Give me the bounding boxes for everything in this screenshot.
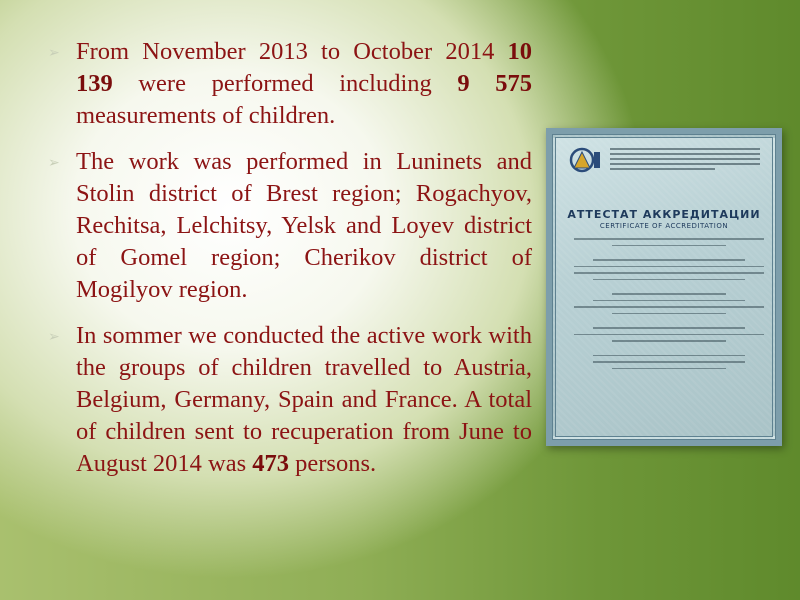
certificate-title: АТТЕСТАТ АККРЕДИТАЦИИ [567, 208, 761, 221]
certificate-logo-icon [568, 146, 602, 174]
bullet-text: From November 2013 to October 2014 10 139 were performed including 9 575 measurements of children. [76, 38, 533, 129]
certificate-paper [552, 134, 776, 440]
bullet-text: In sommer we conducted the active work with the groups of children travelled to Austria, Belgium, Germany, Spain and France. A total of children sent to recuperation from June to August 2014 was 473 persons. [76, 322, 532, 477]
bullet-measurements [48, 36, 532, 132]
bullet-text: The work was performed in Luninets and Stolin district of Brest region; Rogachyov, Rechitsa, Lelchitsy, Yelsk and Loyev district of Gomel region; Cherikov district of Mogilyov region. [76, 148, 532, 303]
arrow-bullet-icon: ➢ [48, 329, 60, 345]
bullet-districts [48, 146, 532, 306]
bullet-list [48, 36, 532, 494]
accreditation-certificate-image [546, 128, 782, 446]
measurements-total: 10 139 [76, 38, 532, 97]
certificate-body-text [574, 238, 764, 374]
certificate-header-lines [610, 148, 760, 173]
certificate-subtitle: CERTIFICATE OF ACCREDITATION [599, 222, 729, 230]
children-sent-count: 473 [252, 450, 290, 477]
arrow-bullet-icon: ➢ [48, 155, 60, 171]
children-measurements: 9 575 [457, 70, 533, 97]
bullet-recuperation [48, 320, 532, 480]
arrow-bullet-icon: ➢ [48, 45, 60, 61]
